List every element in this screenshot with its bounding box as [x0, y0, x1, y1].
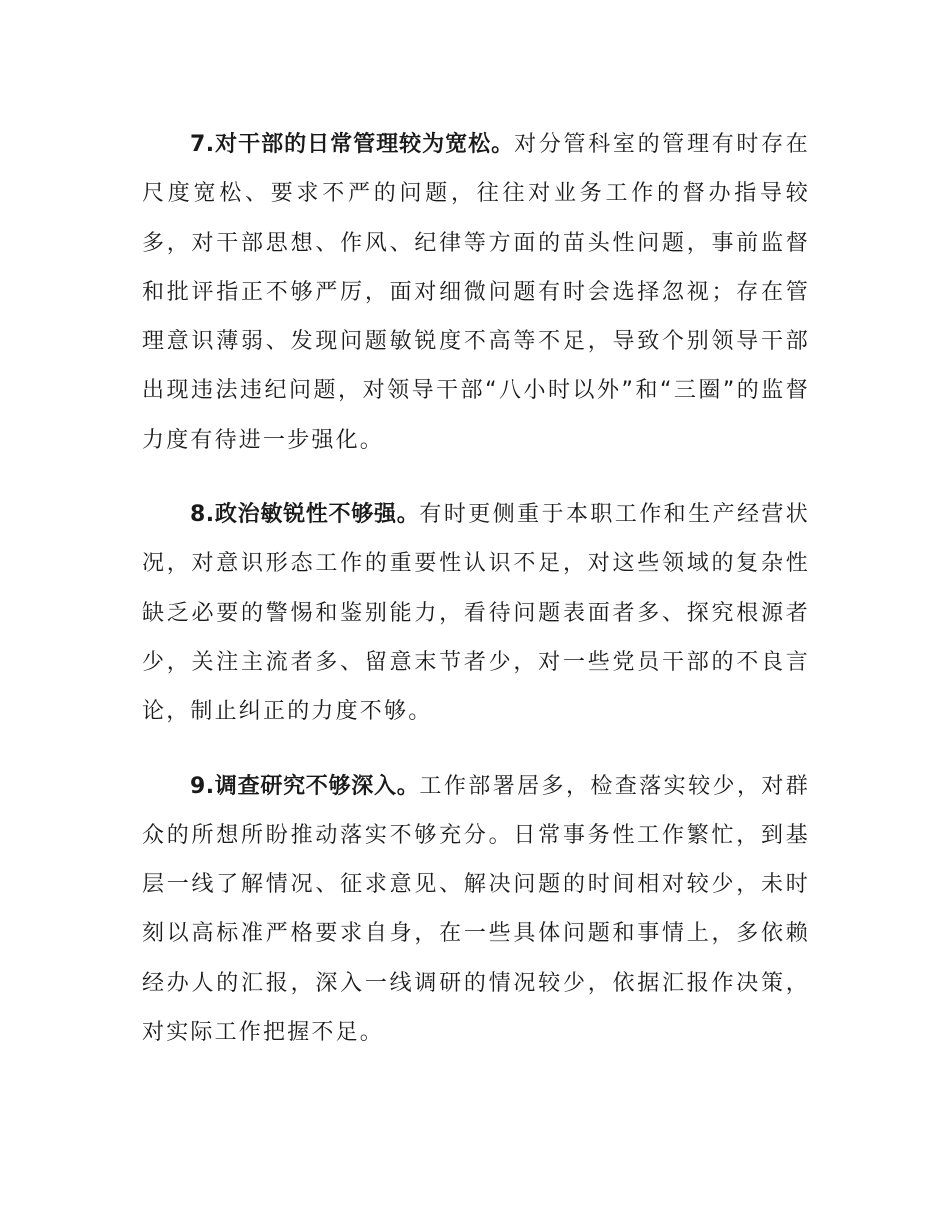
- paragraph-7-text: 对分管科室的管理有时存在尺度宽松、要求不严的问题，往往对业务工作的督办指导较多，对干部思想、作风、纪律等方面的苗头性问题，事前监督和批评指正不够严厉，面对细微问题有时会选择忽视；存在管理意识薄弱、发现问题敏锐度不高等不足，导致个别领导干部出现违法违纪问题，对领导干部“八小时以外”和“三圈”的监督力度有待进一步强化。: [142, 132, 810, 453]
- document-body: [142, 120, 810, 1082]
- paragraph-7: [142, 120, 810, 465]
- paragraph-9: [142, 762, 810, 1058]
- paragraph-9-heading: 9.调查研究不够深入。: [190, 773, 420, 799]
- paragraph-8-heading: 8.政治敏锐性不够强。: [190, 502, 420, 528]
- paragraph-8: [142, 490, 810, 736]
- paragraph-7-heading: 7.对干部的日常管理较为宽松。: [190, 132, 515, 157]
- paragraph-8-text: 有时更侧重于本职工作和生产经营状况，对意识形态工作的重要性认识不足，对这些领域的复杂性缺乏必要的警惕和鉴别能力，看待问题表面者多、探究根源者少，关注主流者多、留意末节者少，对一些党员干部的不良言论，制止纠正的力度不够。: [142, 502, 810, 725]
- paragraph-9-text: 工作部署居多，检查落实较少，对群众的所想所盼推动落实不够充分。日常事务性工作繁忙，到基层一线了解情况、征求意见、解决问题的时间相对较少，未时刻以高标准严格要求自身，在一些具体问题和事情上，多依赖经办人的汇报，深入一线调研的情况较少，依据汇报作决策，对实际工作把握不足。: [142, 773, 810, 1046]
